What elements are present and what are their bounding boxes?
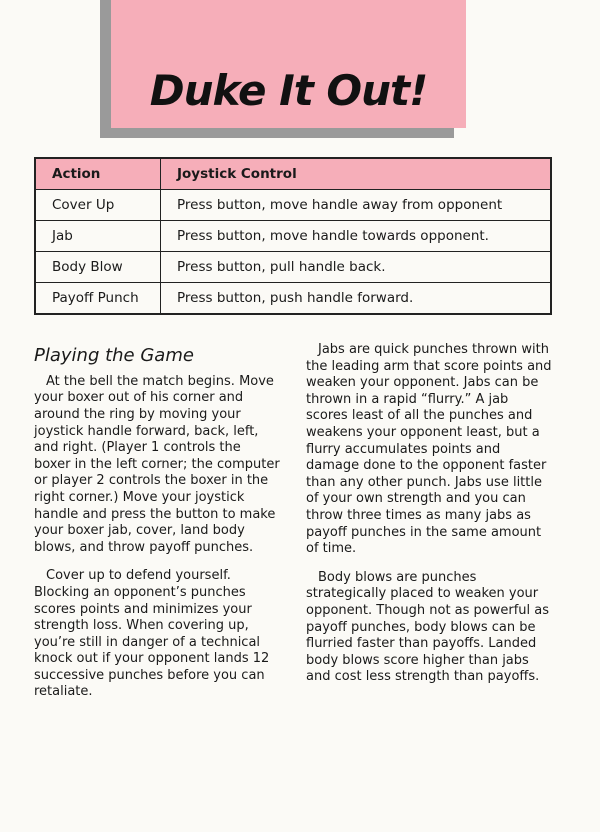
right-column <box>306 342 552 698</box>
table-header-row <box>35 158 551 190</box>
action-cell: Cover Up <box>35 190 161 221</box>
paragraph: At the bell the match begins. Move your boxer out of his corner and around the ring by moving your joystick handle forward, back, left, and right. (Player 1 controls the boxer in the left corner; the computer or player 2 controls the boxer in the right corner.) Move your joystick handle and press the button to make your boxer jab, cover, land body blows, and throw payoff punches. <box>34 373 280 555</box>
controls-table <box>34 157 552 315</box>
title-banner <box>111 0 466 128</box>
page-title: Duke It Out! <box>149 66 428 115</box>
action-cell: Jab <box>35 221 161 252</box>
paragraph: Body blows are punches strategically placed to weaken your opponent. Though not as powerful as payoff punches, body blows can be flurried faster than payoffs. Landed body blows score higher than jabs and cost less strength than payoffs. <box>306 569 550 685</box>
action-cell: Payoff Punch <box>35 283 161 315</box>
left-column <box>34 342 280 713</box>
paragraph: Jabs are quick punches thrown with the leading arm that score points and weaken your opponent. Jabs can be thrown in a rapid “flurry.” A jab scores least of all the punches and weakens your opponent least, but a flurry accumulates points and damage done to the opponent faster than any other punch. Jabs use little of your own strength and you can throw three times as many jabs as payoff punches in the same amount of time. <box>306 342 552 557</box>
control-cell: Press button, pull handle back. <box>161 252 552 283</box>
table-header-action: Action <box>35 158 161 190</box>
table-header-control: Joystick Control <box>161 158 552 190</box>
action-cell: Body Blow <box>35 252 161 283</box>
control-cell: Press button, move handle away from opponent <box>161 190 552 221</box>
section-heading: Playing the Game <box>34 345 194 366</box>
table-row <box>35 283 551 315</box>
paragraph: Cover up to defend yourself. Blocking an opponent’s punches scores points and minimizes your strength loss. When covering up, you’re still in danger of a technical knock out if your opponent lands 12 successive punches before you can retaliate. <box>34 568 270 700</box>
control-cell: Press button, push handle forward. <box>161 283 552 315</box>
table-row <box>35 221 551 252</box>
table-row <box>35 252 551 283</box>
control-cell: Press button, move handle towards opponent. <box>161 221 552 252</box>
table-row <box>35 190 551 221</box>
